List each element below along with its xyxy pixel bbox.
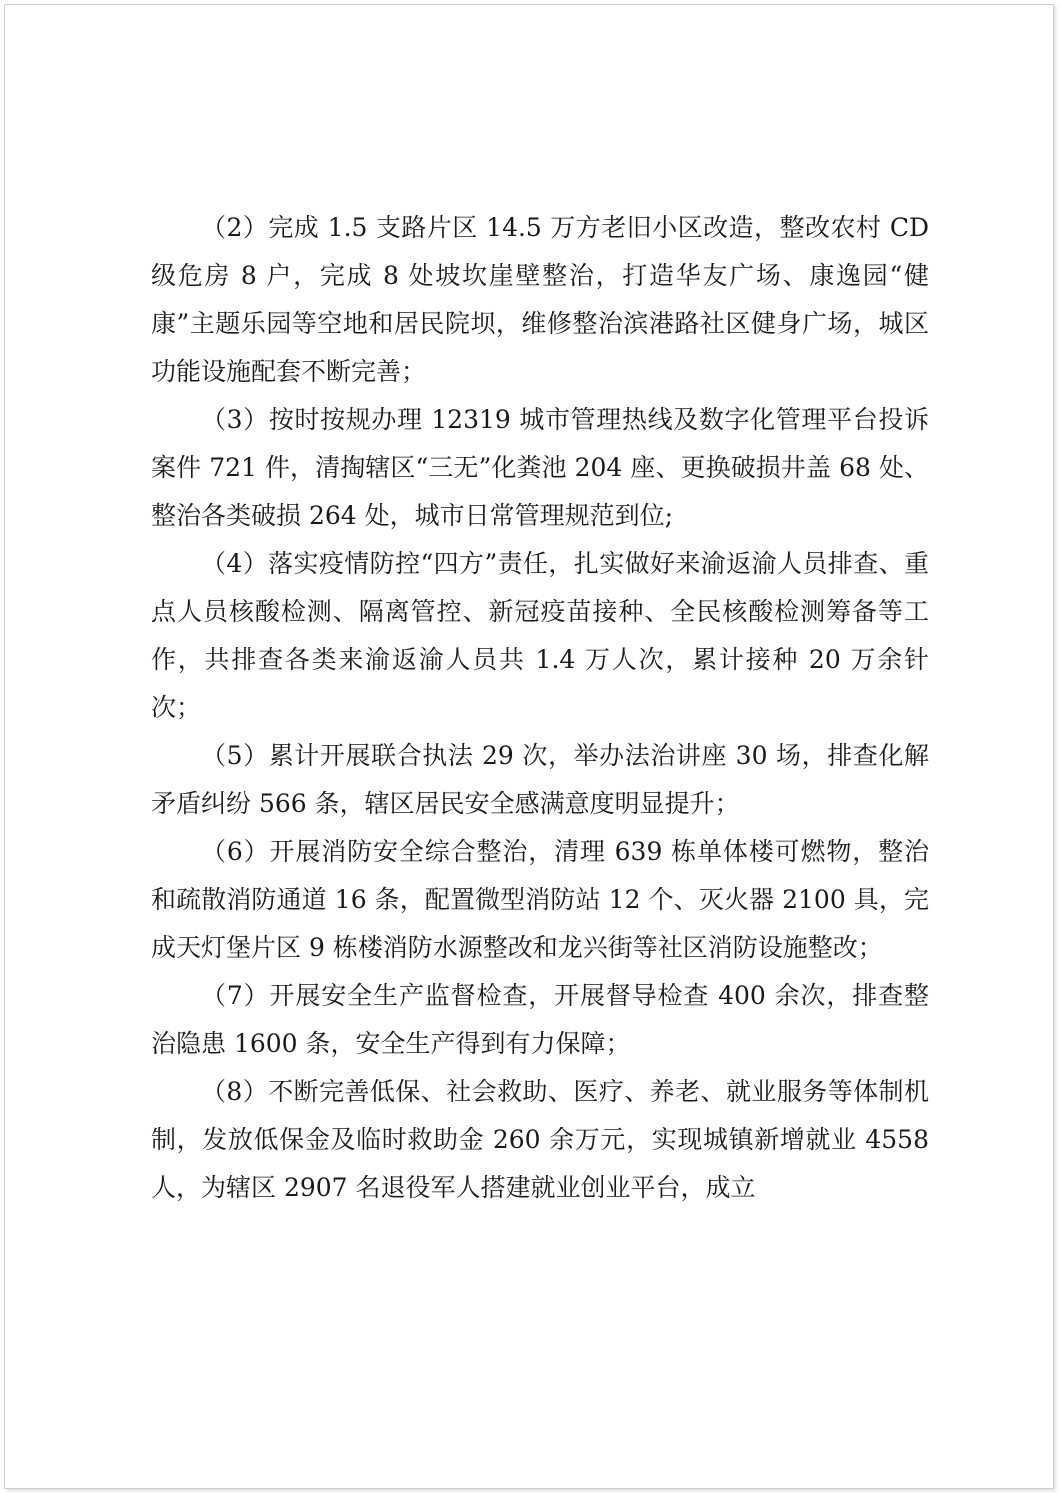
paragraph-item-8: （8）不断完善低保、社会救助、医疗、养老、就业服务等体制机制，发放低保金及临时救助金 260 余万元，实现城镇新增就业 4558 人，为辖区 2907 名退役军人搭建就业创业平台，成立 xyxy=(151,1077,929,1202)
paragraph-item-6: （6）开展消防安全综合整治，清理 639 栋单体楼可燃物，整治和疏散消防通道 16 条，配置微型消防站 12 个、灭火器 2100 具，完成天灯堡片区 9 栋楼消防水源整改和龙兴街等社区消防设施整改； xyxy=(151,837,929,962)
paragraph-item-5: （5）累计开展联合执法 29 次，举办法治讲座 30 场，排查化解矛盾纠纷 566 条，辖区居民安全感满意度明显提升； xyxy=(151,741,929,818)
paragraph-item-4: （4）落实疫情防控“四方”责任，扎实做好来渝返渝人员排查、重点人员核酸检测、隔离管控、新冠疫苗接种、全民核酸检测筹备等工作，共排查各类来渝返渝人员共 1.4 万人次，累计接种 20 万余针次； xyxy=(151,549,929,722)
paragraph-item-2: （2）完成 1.5 支路片区 14.5 万方老旧小区改造，整改农村 CD 级危房 8 户，完成 8 处坡坎崖壁整治，打造华友广场、康逸园“健康”主题乐园等空地和居民院坝，维修整治滨港路社区健身广场，城区功能设施配套不断完善； xyxy=(151,213,929,386)
document-page xyxy=(4,4,1054,1489)
paragraph-item-7: （7）开展安全生产监督检查，开展督导检查 400 余次，排查整治隐患 1600 条，安全生产得到有力保障； xyxy=(151,981,929,1058)
document-body xyxy=(151,204,929,1212)
paragraph-item-3: （3）按时按规办理 12319 城市管理热线及数字化管理平台投诉案件 721 件，清掏辖区“三无”化粪池 204 座、更换破损井盖 68 处、整治各类破损 264 处，城市日常管理规范到位; xyxy=(151,405,929,530)
